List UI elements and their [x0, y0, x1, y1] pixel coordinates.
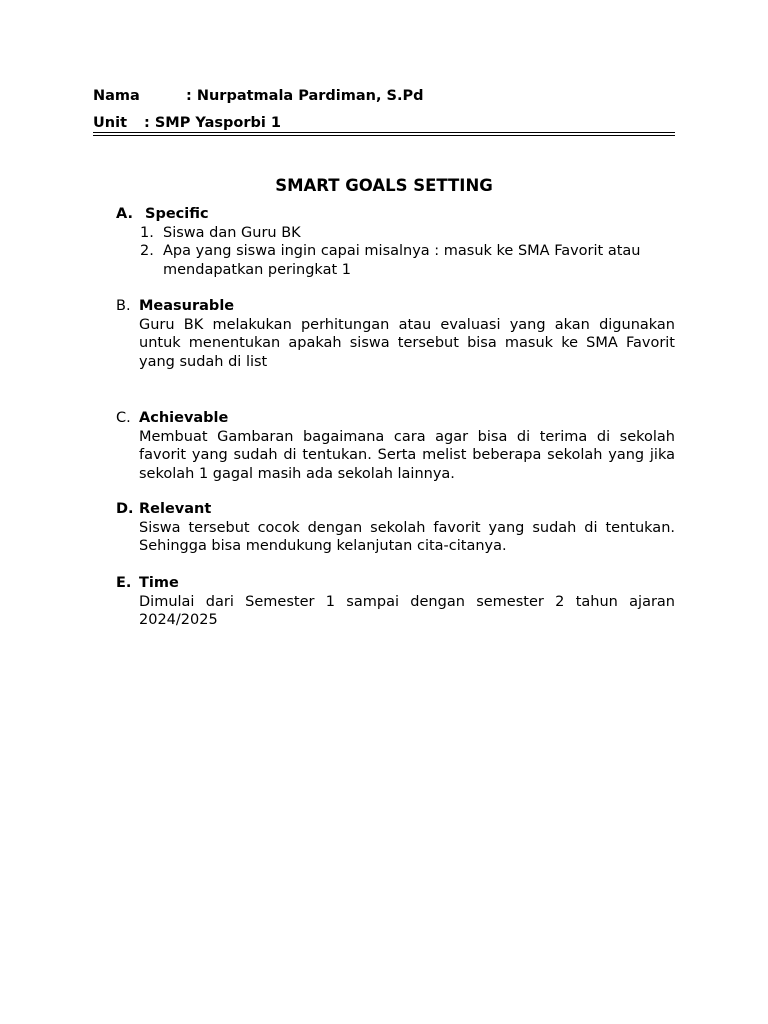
- section-heading: [115, 574, 675, 593]
- list-item: [139, 224, 675, 243]
- header-nama-row: [93, 87, 424, 106]
- section-letter: D.: [116, 501, 134, 517]
- header-unit-row: [93, 114, 281, 133]
- section-title: Time: [139, 575, 179, 591]
- section-body: Siswa tersebut cocok dengan sekolah favorit yang sudah di tentukan. Sehingga bisa mendukung kelanjutan cita-citanya.: [139, 519, 675, 554]
- nama-value: : Nurpatmala Pardiman, S.Pd: [186, 88, 424, 104]
- list-text: Siswa dan Guru BK: [163, 224, 301, 241]
- header-divider: [93, 132, 675, 136]
- section-body: Membuat Gambaran bagaimana cara agar bisa di terima di sekolah favorit yang sudah di tentukan. Serta melist beberapa sekolah yang jika sekolah 1 gagal masih ada sekolah lainnya.: [139, 428, 675, 482]
- section-heading: [115, 409, 675, 428]
- specific-list: [139, 224, 675, 280]
- section-time: [115, 574, 675, 630]
- section-specific: [115, 205, 675, 279]
- list-item: [139, 242, 675, 279]
- section-achievable: [115, 409, 675, 483]
- document-title: SMART GOALS SETTING: [275, 176, 493, 195]
- list-number: 1.: [140, 224, 154, 241]
- list-text: Apa yang siswa ingin capai misalnya : masuk ke SMA Favorit atau mendapatkan peringkat 1: [163, 243, 641, 278]
- unit-value: : SMP Yasporbi 1: [144, 115, 281, 131]
- unit-label: Unit: [93, 115, 127, 131]
- section-relevant: [115, 500, 675, 556]
- section-letter: A.: [116, 206, 133, 222]
- section-heading: [115, 205, 675, 224]
- section-title: Specific: [145, 206, 209, 222]
- section-body: Guru BK melakukan perhitungan atau evaluasi yang akan digunakan untuk menentukan apakah siswa tersebut bisa masuk ke SMA Favorit yang sudah di list: [139, 316, 675, 370]
- section-title: Relevant: [139, 501, 212, 517]
- section-heading: [115, 500, 675, 519]
- section-letter: E.: [116, 575, 132, 591]
- section-measurable: [115, 297, 675, 371]
- nama-label: Nama: [93, 88, 140, 104]
- section-letter: B.: [116, 298, 131, 314]
- list-number: 2.: [140, 243, 154, 259]
- section-heading: [115, 297, 675, 316]
- section-title: Measurable: [139, 298, 235, 314]
- section-letter: C.: [116, 410, 131, 426]
- section-title: Achievable: [139, 410, 229, 426]
- section-body: Dimulai dari Semester 1 sampai dengan semester 2 tahun ajaran 2024/2025: [139, 593, 675, 628]
